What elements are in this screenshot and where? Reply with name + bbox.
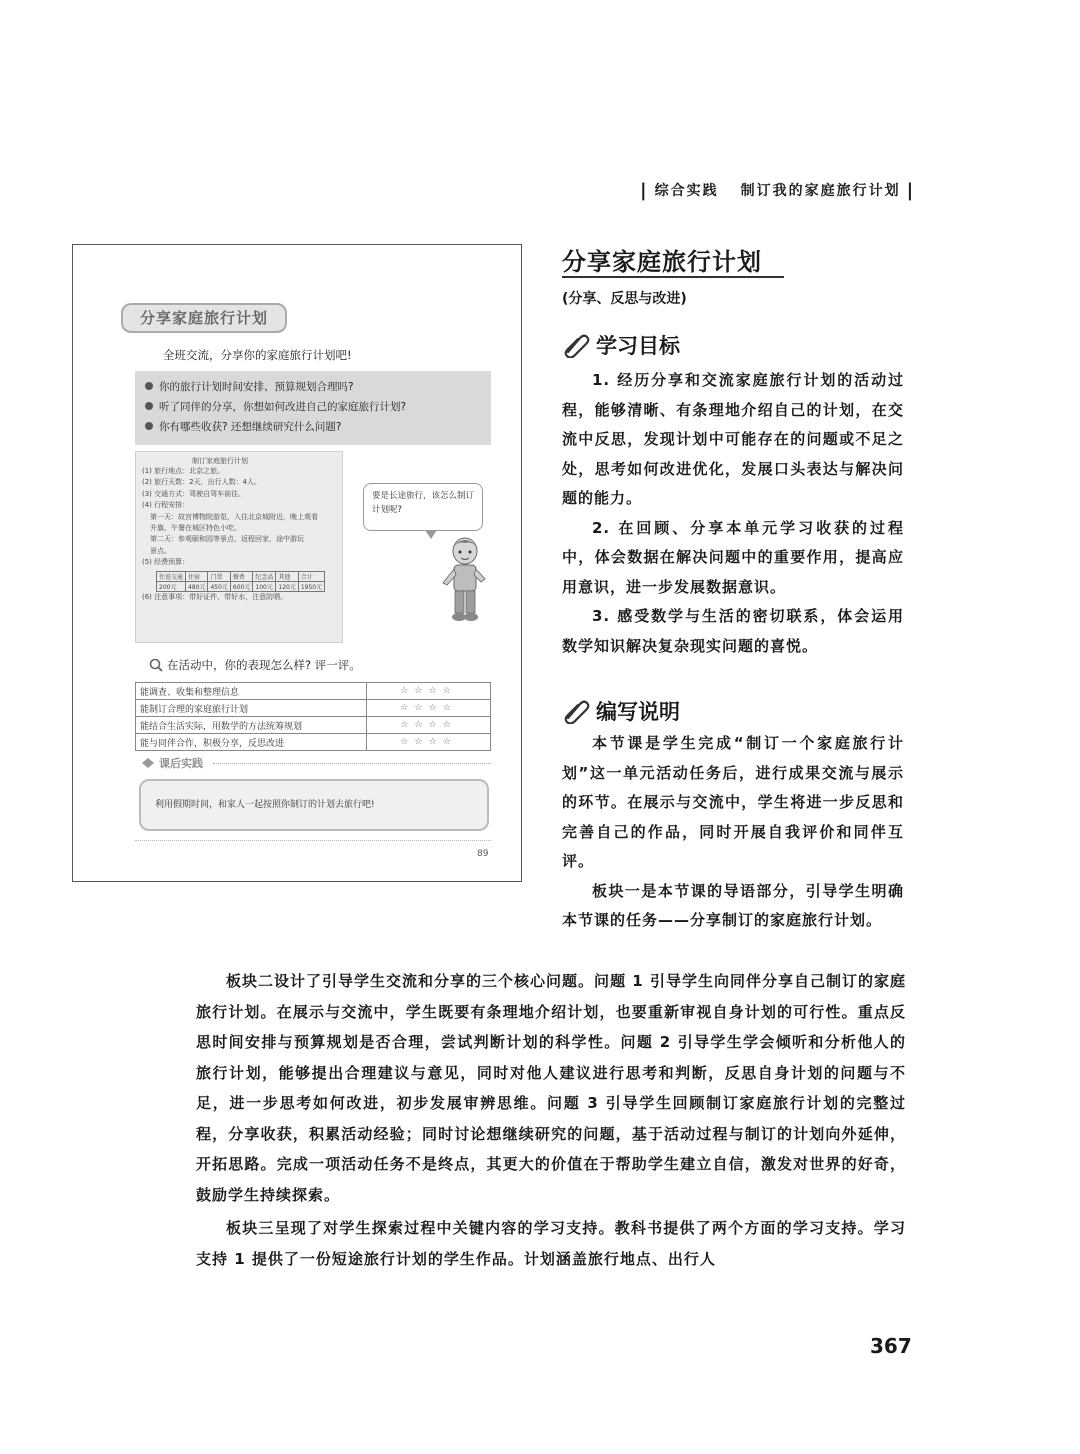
objective-item: 2. 在回顾、分享本单元学习收获的过程中，体会数据在解决问题中的重要作用，提高应用意识，进一步发展数据意识。 (562, 518, 904, 596)
section-title: 分享家庭旅行计划 (562, 248, 762, 276)
budget-value-row (157, 581, 325, 591)
evaluation-row (136, 700, 491, 717)
section-subtitle: (分享、反思与改进) (562, 291, 687, 307)
body-paragraph: 板块三呈现了对学生探索过程中关键内容的学习支持。教科书提供了两个方面的学习支持。学习支持 1 提供了一份短途旅行计划的学生作品。计划涵盖旅行地点、出行人 (196, 1219, 906, 1268)
textbook-intro: 全班交流，分享你的家庭旅行计划吧! (163, 348, 352, 362)
textbook-page-figure (72, 244, 522, 882)
evaluation-label: 能制订合理的家庭旅行计划 (136, 700, 367, 717)
budget-header-row (157, 571, 325, 581)
budget-cell: 100元 (253, 581, 276, 591)
writing-notes-text (562, 729, 904, 936)
bullet-icon (145, 402, 153, 410)
after-class-label: 课后实践 (159, 757, 203, 770)
student-work-line: (3) 交通方式：驾驶自驾车前往。 (142, 489, 246, 498)
student-work-notes: (6) 注意事项：带好证件、带好水，注意防晒。 (142, 592, 288, 601)
budget-cell: 120元 (276, 581, 298, 591)
evaluation-row (136, 734, 491, 751)
evaluation-table (135, 682, 491, 751)
textbook-page-number: 89 (477, 849, 489, 859)
student-work-line: 第二天：参观颐和园等景点，返程回家，途中游玩 (150, 535, 304, 544)
evaluation-label: 能与同伴合作，积极分享，反思改进 (136, 734, 367, 751)
paperclip-icon (562, 698, 592, 724)
student-work-line: (5) 经费预算： (142, 558, 190, 567)
star-rating: ☆☆☆☆ (367, 717, 491, 734)
budget-cell: 480元 (186, 581, 208, 591)
textbook-question: 听了同伴的分享，你想如何改进自己的家庭旅行计划? (145, 397, 481, 417)
budget-cell: 纪念品 (253, 571, 276, 581)
paperclip-icon (562, 332, 592, 358)
budget-cell: 1950元 (298, 581, 324, 591)
dotted-divider (213, 763, 491, 764)
header-bar-left: | (640, 179, 649, 201)
objective-item: 3. 感受数学与生活的密切联系，体会运用数学知识解决复杂现实问题的喜悦。 (562, 607, 904, 655)
objectives-list (562, 366, 904, 661)
budget-cell: 600元 (230, 581, 252, 591)
objectives-heading-text: 学习目标 (596, 334, 680, 358)
student-work-line: 景点。 (150, 546, 171, 555)
budget-cell: 200元 (157, 581, 186, 591)
after-class-box: 利用假期时间，和家人一起按照你制订的计划去旅行吧! (139, 779, 489, 831)
student-work-line: (1) 旅行地点：北京之旅。 (142, 467, 225, 475)
star-rating: ☆☆☆☆ (367, 700, 491, 717)
objectives-heading (562, 330, 680, 360)
budget-cell: 合计 (298, 571, 324, 581)
textbook-questions (135, 371, 491, 445)
evaluation-row (136, 717, 491, 734)
budget-cell: 门票 (208, 571, 230, 581)
star-rating: ☆☆☆☆ (367, 734, 491, 751)
boy-illustration-icon (435, 535, 495, 627)
body-text (196, 966, 906, 1277)
writing-notes-heading (562, 696, 680, 726)
evaluation-label: 能结合生活实际，用数学的方法统筹规划 (136, 717, 367, 734)
student-work-card (135, 451, 343, 643)
header-title: 制订我的家庭旅行计划 (740, 183, 901, 199)
evaluation-heading (149, 657, 361, 673)
diamond-arrow-icon (141, 757, 155, 769)
student-work-line: (2) 旅行天数：2天，出行人数：4人。 (142, 478, 262, 487)
writing-notes-paragraph: 本节课是学生完成“制订一个家庭旅行计划”这一单元活动任务后，进行成果交流与展示的环节。在展示与交流中，学生将进一步反思和完善自己的作品，同时开展自我评价和同伴互评。 (562, 734, 904, 870)
running-header (640, 178, 950, 202)
evaluation-heading-text: 在活动中，你的表现怎么样? 评一评。 (167, 658, 361, 672)
dotted-divider (135, 840, 491, 841)
header-category: 综合实践 (654, 183, 719, 199)
budget-cell: 其他 (276, 571, 298, 581)
textbook-question: 你的旅行计划时间安排、预算规划合理吗? (145, 377, 481, 397)
writing-notes-heading-text: 编写说明 (596, 700, 680, 724)
header-bar-right: | (906, 179, 916, 201)
page-number: 367 (870, 1334, 912, 1358)
student-work-title: 制订家庭旅行计划 (192, 457, 248, 465)
budget-cell: 450元 (208, 581, 230, 591)
writing-notes-paragraph: 板块一是本节课的导语部分，引导学生明确本节课的任务——分享制订的家庭旅行计划。 (562, 881, 904, 929)
budget-cell: 住宿 (186, 571, 208, 581)
after-class-header (141, 755, 491, 771)
speech-bubble: 要是长途旅行，该怎么制订计划呢? (363, 483, 483, 531)
budget-table (156, 571, 325, 592)
evaluation-row (136, 683, 491, 700)
textbook-banner: 分享家庭旅行计划 (121, 303, 287, 333)
magnifier-icon (149, 658, 163, 672)
evaluation-label: 能调查、收集和整理信息 (136, 683, 367, 700)
textbook-question: 你有哪些收获? 还想继续研究什么问题? (145, 417, 481, 437)
star-rating: ☆☆☆☆ (367, 683, 491, 700)
bullet-icon (145, 422, 153, 430)
student-work-line: 升旗，午餐在城区特色小吃。 (150, 524, 241, 533)
section-title-underline (562, 276, 784, 278)
student-work-line: 第一天：故宫博物院游览，入住北京城附近，晚上观看 (150, 512, 318, 521)
budget-cell: 餐费 (230, 571, 252, 581)
student-work-line: (4) 行程安排： (142, 501, 190, 510)
bullet-icon (145, 382, 153, 390)
budget-cell: 往返交通 (157, 571, 186, 581)
body-paragraph: 板块二设计了引导学生交流和分享的三个核心问题。问题 1 引导学生向同伴分享自己制订的家庭旅行计划。在展示与交流中，学生既要有条理地介绍计划，也要重新审视自身计划的可行性。重点反思时间安排与预算规划是否合理，尝试判断计划的科学性。问题 2 引导学生学会倾听和分析他人的旅行计划，能够提出合理建议与意见，同时对他人建议进行思考和判断，反思自身计划的问题与不足，进一步思考如何改进，初步发展审辨思维。问题 3 引导学生回顾制订家庭旅行计划的完整过程，分享收获，积累活动经验；同时讨论想继续研究的问题，基于活动过程与制订的计划向外延伸，开拓思路。完成一项活动任务不是终点，其更大的价值在于帮助学生建立自信，激发对世界的好奇，鼓励学生持续探索。 (196, 972, 906, 1204)
objective-item: 1. 经历分享和交流家庭旅行计划的活动过程，能够清晰、有条理地介绍自己的计划，在交流中反思，发现计划中可能存在的问题或不足之处，思考如何改进优化，发展口头表达与解决问题的能力。 (562, 371, 904, 507)
